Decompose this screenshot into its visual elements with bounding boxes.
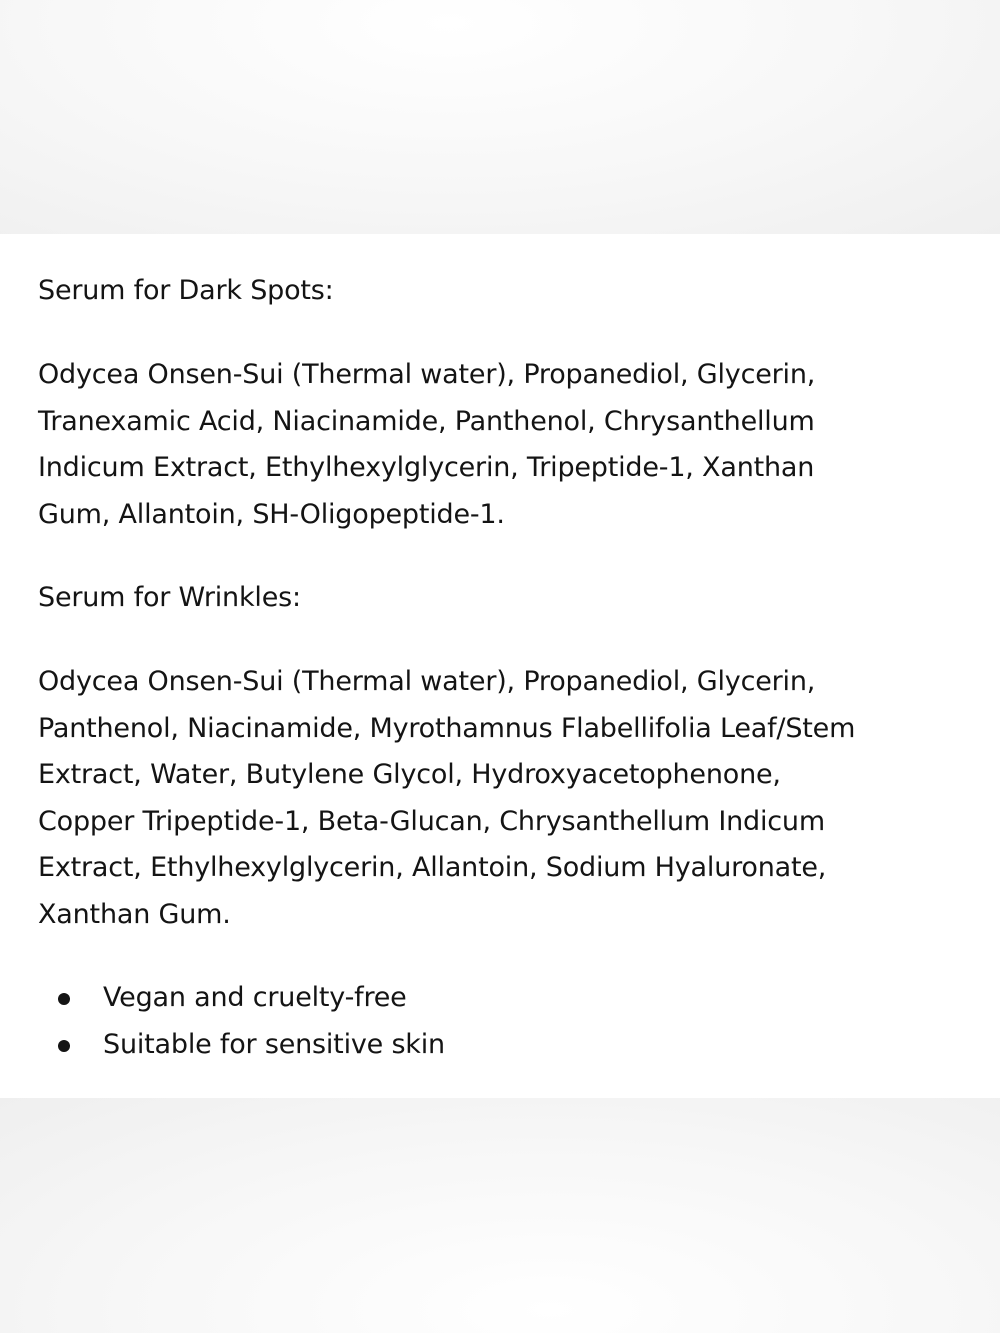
ingredient-line: Xanthan Gum.: [38, 898, 231, 930]
bottom-background-band: [0, 1098, 1000, 1333]
bullet-icon: [58, 993, 70, 1005]
feature-item-sensitive-skin: [38, 1022, 445, 1069]
ingredient-line: Odycea Onsen-Sui (Thermal water), Propanediol, Glycerin,: [38, 666, 816, 697]
feature-label: Vegan and cruelty-free: [103, 982, 407, 1013]
section-heading: Serum for Wrinkles:: [38, 582, 301, 613]
ingredient-line: Indicum Extract, Ethylhexylglycerin, Tripeptide-1, Xanthan: [38, 452, 815, 483]
section-heading: Serum for Dark Spots:: [38, 275, 334, 306]
feature-list: [38, 975, 445, 1068]
feature-label: Suitable for sensitive skin: [103, 1028, 445, 1060]
dark-spots-ingredients: [38, 352, 815, 538]
ingredient-line: Extract, Water, Butylene Glycol, Hydroxyacetophenone,: [38, 759, 781, 790]
ingredient-line: Odycea Onsen-Sui (Thermal water), Propanediol, Glycerin,: [38, 359, 816, 390]
wrinkles-ingredients: [38, 659, 855, 938]
ingredient-line: Panthenol, Niacinamide, Myrothamnus Flabellifolia Leaf/Stem: [38, 712, 856, 744]
bullet-icon: [58, 1040, 70, 1052]
ingredient-line: Tranexamic Acid, Niacinamide, Panthenol, Chrysanthellum: [38, 405, 815, 437]
wrinkles-heading: [38, 575, 301, 622]
ingredient-line: Gum, Allantoin, SH-Oligopeptide-1.: [38, 498, 505, 530]
ingredient-line: Copper Tripeptide-1, Beta-Glucan, Chrysanthellum Indicum: [38, 805, 825, 837]
feature-item-vegan: [38, 975, 445, 1022]
dark-spots-heading: [38, 268, 334, 315]
ingredients-panel: [0, 234, 1000, 1098]
top-background-band: [0, 0, 1000, 234]
ingredient-line: Extract, Ethylhexylglycerin, Allantoin, Sodium Hyaluronate,: [38, 852, 827, 883]
